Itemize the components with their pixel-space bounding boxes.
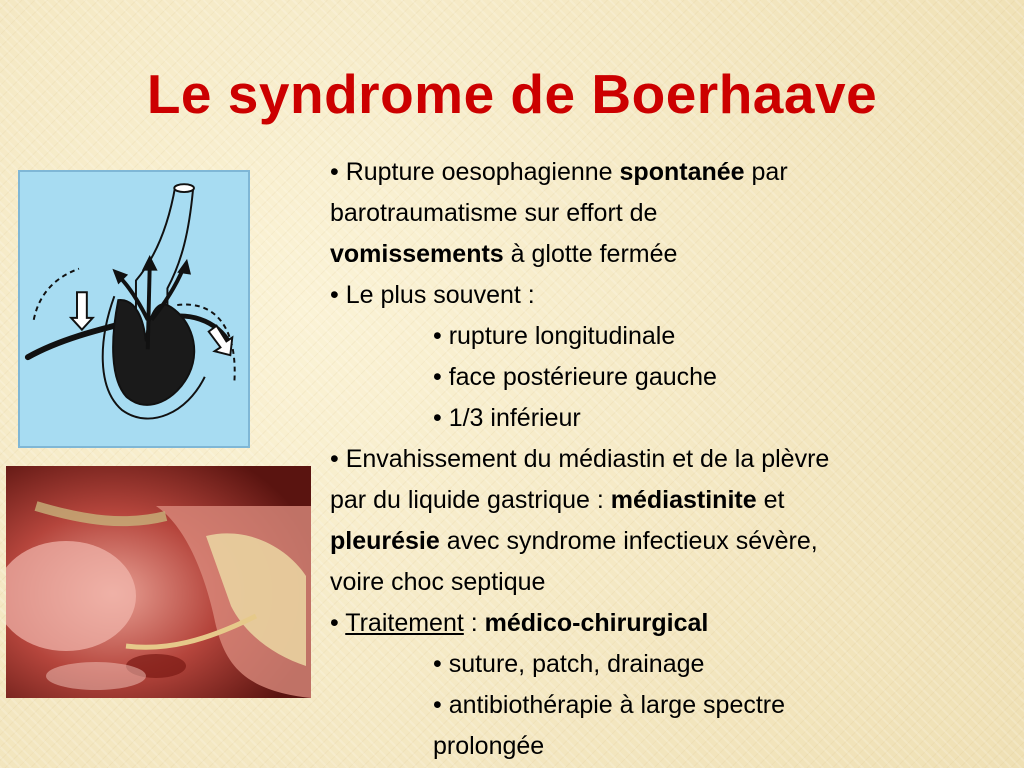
- bullet-text-block: [330, 152, 1020, 767]
- text-run: avec syndrome infectieux sévère,: [439, 527, 818, 555]
- text-run: •: [330, 609, 346, 637]
- emphasis-spontanee: spontanée: [619, 158, 745, 186]
- esophagus-diagram: [18, 170, 250, 448]
- text-run: • Rupture oesophagienne: [330, 158, 620, 186]
- text-line: [330, 480, 1020, 521]
- sub-bullet-tiers-inferieur: • 1/3 inférieur: [433, 404, 581, 432]
- text-run: et: [756, 486, 785, 514]
- slide-title: Le syndrome de Boerhaave: [146, 63, 878, 125]
- emphasis-vomissements: vomissements: [330, 240, 504, 268]
- underlined-traitement: Traitement: [345, 609, 464, 637]
- emphasis-mediastinite: médiastinite: [610, 486, 757, 514]
- bullet-plus-souvent: • Le plus souvent :: [330, 281, 535, 309]
- sub-bullet-longitudinale: • rupture longitudinale: [433, 322, 676, 350]
- sub-bullet-face-posterieure: • face postérieure gauche: [433, 363, 717, 391]
- text-line: prolongée: [433, 732, 545, 760]
- sub-bullet-antibiotherapie: • antibiothérapie à large spectre: [433, 691, 786, 719]
- text-run: à glotte fermée: [503, 240, 678, 268]
- bullet-rupture: [330, 152, 1020, 193]
- text-line: [330, 521, 1020, 562]
- text-run: par du liquide gastrique :: [330, 486, 611, 514]
- text-line: barotraumatisme sur effort de: [330, 199, 658, 227]
- surgical-photo: [6, 466, 311, 698]
- text-run: par: [744, 158, 788, 186]
- bullet-envahissement: • Envahissement du médiastin et de la plèvre: [330, 445, 830, 473]
- text-line: voire choc septique: [330, 568, 546, 596]
- emphasis-pleuresie: pleurésie: [330, 527, 440, 555]
- emphasis-medico-chirurgical: médico-chirurgical: [484, 609, 709, 637]
- sub-bullet-suture: • suture, patch, drainage: [433, 650, 705, 678]
- text-run: :: [463, 609, 485, 637]
- text-line: [330, 234, 1020, 275]
- bullet-traitement: [330, 603, 1020, 644]
